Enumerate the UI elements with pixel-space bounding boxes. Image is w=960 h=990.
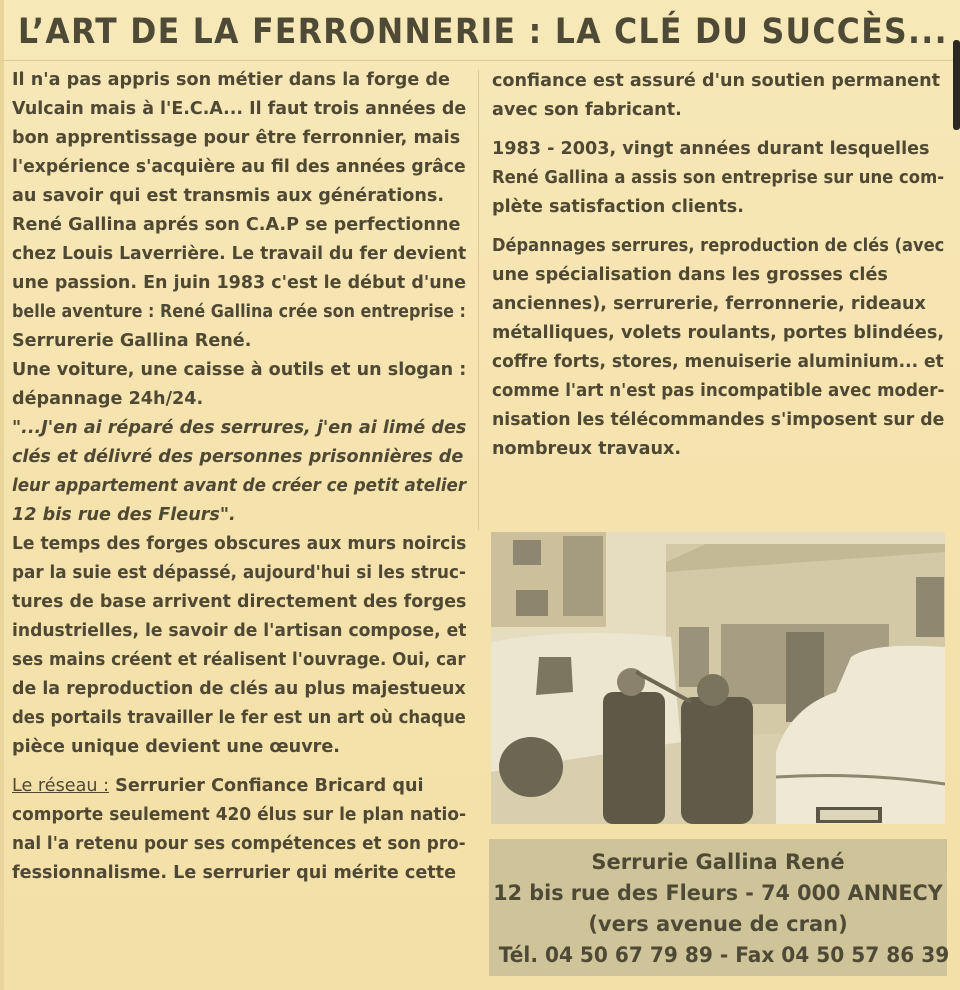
text-line: avec son fabricant. bbox=[492, 100, 682, 120]
photo-illustration bbox=[491, 532, 945, 824]
text-line: belle aventure : René Gallina crée son entreprise : bbox=[12, 302, 466, 322]
text-line: Dépannages serrures, reproduction de clés (avec bbox=[492, 236, 945, 256]
article-photo bbox=[491, 532, 945, 824]
spacer bbox=[12, 762, 466, 772]
business-address: 12 bis rue des Fleurs - 74 000 ANNECY bbox=[493, 881, 943, 905]
text-line: Le temps des forges obscures aux murs noircis bbox=[12, 534, 467, 554]
paragraph-network bbox=[12, 772, 466, 888]
text-line: une spécialisation dans les grosses clés bbox=[492, 265, 888, 285]
spacer bbox=[492, 222, 944, 232]
article-title: L’ART DE LA FERRONNERIE : LA CLÉ DU SUCCÈS... bbox=[18, 12, 948, 52]
title-rule bbox=[0, 60, 960, 61]
text-line: tures de base arrivent directement des forges bbox=[12, 592, 467, 612]
paragraph-craft bbox=[12, 530, 466, 762]
text-line: René Gallina aprés son C.A.P se perfectionne bbox=[12, 215, 461, 235]
contact-box bbox=[489, 839, 950, 976]
page-edge bbox=[0, 0, 4, 990]
right-column bbox=[492, 67, 944, 464]
text-line: "...J'en ai réparé des serrures, j'en ai limé des bbox=[12, 418, 467, 438]
text-line: Une voiture, une caisse à outils et un slogan : bbox=[12, 360, 467, 380]
text-line: 12 bis rue des Fleurs". bbox=[12, 505, 236, 525]
text-line: nombreux travaux. bbox=[492, 439, 682, 459]
text-line: plète satisfaction clients. bbox=[492, 197, 744, 217]
paragraph-services bbox=[492, 232, 944, 464]
text-line: une passion. En juin 1983 c'est le début d'une bbox=[12, 273, 466, 293]
paragraph-anniversary bbox=[492, 135, 944, 222]
text-line: dépannage 24h/24. bbox=[12, 389, 204, 409]
left-column bbox=[12, 66, 466, 888]
business-name: Serrurie Gallina René bbox=[591, 850, 845, 874]
spacer bbox=[492, 125, 944, 135]
text-line: leur appartement avant de créer ce petit atelier bbox=[12, 476, 467, 496]
text-line: nisation les télécommandes s'imposent sur de bbox=[492, 410, 945, 430]
text-line: 1983 - 2003, vingt années durant lesquelles bbox=[492, 139, 930, 159]
paragraph-intro bbox=[12, 66, 466, 211]
text-line bbox=[12, 772, 466, 801]
text-line: clés et délivré des personnes prisonnières de bbox=[12, 447, 464, 467]
text-line: fessionnalisme. Le serrurier qui mérite cette bbox=[12, 863, 457, 883]
text-line: des portails travailler le fer est un art où chaque bbox=[12, 708, 466, 728]
text-line: Serrurerie Gallina René. bbox=[12, 331, 252, 351]
text-line: Vulcain mais à l'E.C.A... Il faut trois années de bbox=[12, 99, 467, 119]
paragraph-history bbox=[12, 211, 466, 356]
text-line: bon apprentissage pour être ferronnier, mais bbox=[12, 128, 461, 148]
text-line: métalliques, volets roulants, portes blindées, bbox=[492, 323, 944, 343]
text-line: comporte seulement 420 élus sur le plan natio- bbox=[12, 805, 467, 825]
network-label: Le réseau : bbox=[12, 776, 110, 796]
paragraph-support bbox=[492, 67, 944, 125]
quote-paragraph bbox=[12, 414, 466, 530]
text-line: confiance est assuré d'un soutien permanent bbox=[492, 71, 941, 91]
text-line: René Gallina a assis son entreprise sur une com- bbox=[492, 168, 945, 188]
paragraph-slogan bbox=[12, 356, 466, 414]
text-line: chez Louis Laverrière. Le travail du fer devient bbox=[12, 244, 467, 264]
text-line: comme l'art n'est pas incompatible avec moder- bbox=[492, 381, 945, 401]
business-direction: (vers avenue de cran) bbox=[588, 912, 848, 936]
text-line: l'expérience s'acquière au fil des années grâce bbox=[12, 157, 466, 177]
text-line: Il n'a pas appris son métier dans la forge de bbox=[12, 70, 450, 90]
text-line: anciennes), serrurerie, ferronnerie, rideaux bbox=[492, 294, 926, 314]
text-line: nal l'a retenu pour ses compétences et son pro- bbox=[12, 834, 466, 854]
page-edge-shadow bbox=[953, 40, 960, 130]
text-line: coffre forts, stores, menuiserie aluminium... et bbox=[492, 352, 944, 372]
text-line: pièce unique devient une œuvre. bbox=[12, 737, 340, 757]
text-line: au savoir qui est transmis aux générations. bbox=[12, 186, 445, 206]
text-line: industrielles, le savoir de l'artisan compose, et bbox=[12, 621, 467, 641]
network-text: Serrurier Confiance Bricard qui bbox=[109, 776, 424, 796]
column-divider bbox=[478, 70, 479, 530]
text-line: par la suie est dépassé, aujourd'hui si les struc- bbox=[12, 563, 466, 583]
text-line: de la reproduction de clés au plus majestueux bbox=[12, 679, 466, 699]
text-line: ses mains créent et réalisent l'ouvrage. Oui, car bbox=[12, 650, 466, 670]
business-phone-fax: Tél. 04 50 67 79 89 - Fax 04 50 57 86 39 bbox=[498, 943, 950, 967]
